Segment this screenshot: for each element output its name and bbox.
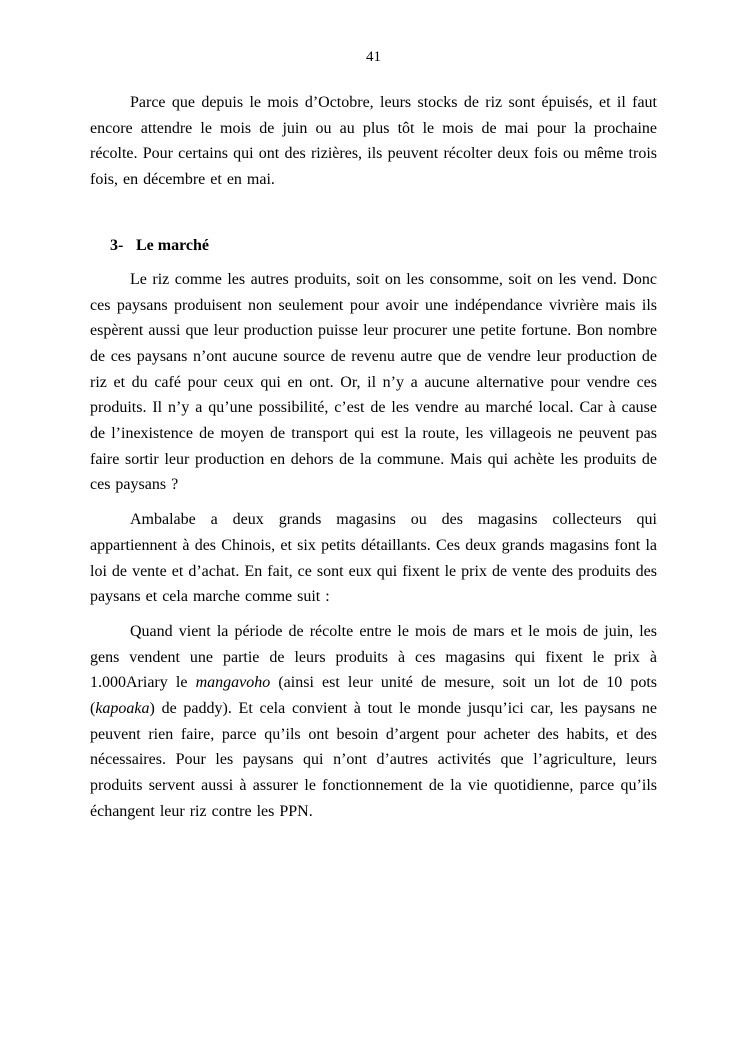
section-heading-label: Le marché [136, 236, 210, 254]
paragraph-rice-stocks: Parce que depuis le mois d’Octobre, leurs stocks de riz sont épuisés, et il faut encore attendre le mois de juin ou au plus tôt le mois de mai pour la prochaine récolte. Pour certains qui ont des rizières, ils peuvent récolter deux fois ou même trois fois, en décembre et en mai. [90, 94, 657, 189]
paragraph-harvest-prices [90, 619, 657, 825]
section-heading-le-marche [90, 233, 657, 259]
paragraph-4-text-2: (ainsi est leur unité de mesure, soit un lot de 10 pots ( [90, 674, 657, 718]
paragraph-4-text-1: Quand vient la période de récolte entre le mois de mars et le mois de juin, les gens vendent une partie de leurs produits à ces magasins qui fixent le prix à 1.000Ariary le [90, 622, 657, 692]
section-heading-number: 3- [110, 236, 124, 254]
term-mangavoho: mangavoho [195, 674, 271, 692]
page-number: 41 [366, 49, 381, 65]
term-kapoaka: kapoaka [95, 700, 150, 718]
paragraph-4-text-3: ) de paddy). Et cela convient à tout le monde jusqu’ici car, les paysans ne peuvent rien faire, parce qu’ils ont besoin d’argent pour acheter des habits, et des nécessaires. Pour les paysans qui n’ont d’autres activités que l’agriculture, leurs produits servent aussi à assurer le fonctionnement de la vie quotidienne, parce qu’ils échangent leur riz contre les PPN. [90, 700, 657, 820]
paragraph-market-intro: Le riz comme les autres produits, soit on les consomme, soit on les vend. Donc ces paysans produisent non seulement pour avoir une indépendance vivrière mais ils espèrent aussi que leur production puisse leur procurer une petite fortune. Bon nombre de ces paysans n’ont aucune source de revenu autre que de vendre leur production de riz et du café pour ceux qui en ont. Or, il n’y a aucune alternative pour vendre ces produits. Il n’y a qu’une possibilité, c’est de les vendre au marché local. Car à cause de l’inexistence de moyen de transport qui est la route, les villageois ne peuvent pas faire sortir leur production en dehors de la commune. Mais qui achète les produits de ces paysans ? [90, 270, 657, 494]
paragraph-ambalabe-shops: Ambalabe a deux grands magasins ou des magasins collecteurs qui appartiennent à des Chinois, et six petits détaillants. Ces deux grands magasins font la loi de vente et d’achat. En fait, ce sont eux qui fixent le prix de vente des produits des paysans et cela marche comme suit : [90, 511, 657, 606]
